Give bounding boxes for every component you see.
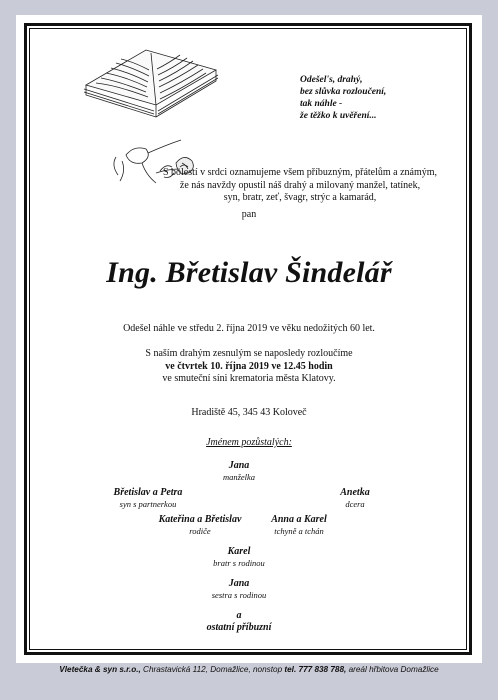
intro-line: S bolestí v srdci oznamujeme všem příbuzným, přátelům a známým, <box>162 167 438 178</box>
mourner-name: Anetka <box>340 487 370 498</box>
footer-address: Chrastavická 112, Domažlice, nonstop <box>140 665 285 674</box>
mourner-name: Jana <box>228 460 250 471</box>
mourner-katerina-bretislav <box>145 514 255 537</box>
ceremony-venue: ve smuteční síni krematoria města Klatovy. <box>162 373 336 384</box>
quote-line: že těžko k uvěření... <box>300 111 377 121</box>
mourner-name: Břetislav a Petra <box>113 487 183 498</box>
footer-phone: tel. 777 838 788, <box>284 665 347 674</box>
mourner-relation: tchyně a tchán <box>274 526 324 536</box>
quote-line: Odešel's, drahý, <box>300 75 363 85</box>
other-relatives-label: ostatní příbuzní <box>206 622 272 633</box>
other-relatives <box>189 610 289 634</box>
deceased-name: Ing. Břetislav Šindelář <box>106 256 392 289</box>
farewell-line: S naším drahým zesnulým se naposledy rozloučíme <box>145 348 353 359</box>
mourners-heading: Jménem pozůstalých: <box>206 437 292 448</box>
intro-line: že nás navždy opustil náš drahý a milovaný manžel, tatínek, <box>179 179 421 191</box>
mourner-relation: syn s partnerkou <box>119 499 177 509</box>
mourner-bretislav-petra <box>88 487 208 510</box>
mourner-karel <box>189 546 289 569</box>
footer-location: areál hřbitova Domažlice <box>346 665 439 674</box>
conjunction: a <box>236 610 242 621</box>
intro-line: syn, bratr, zeť, švagr, strýc a kamarád, <box>223 192 377 203</box>
footer-company: Vletečka & syn s.r.o., <box>59 665 141 674</box>
funeral-service-footer <box>40 665 458 674</box>
mourner-relation: dcera <box>345 499 365 509</box>
mourner-anna-karel <box>254 514 344 537</box>
mourner-anetka <box>320 487 390 510</box>
announcement-intro <box>120 167 480 205</box>
death-notice: Odešel náhle ve středu 2. října 2019 ve věku nedožitých 60 let. <box>123 323 375 334</box>
mourner-relation: bratr s rodinou <box>213 558 265 568</box>
mourner-name: Jana <box>228 578 250 589</box>
ceremony-datetime: ve čtvrtek 10. října 2019 ve 12.45 hodin <box>165 360 333 372</box>
salutation: pan <box>241 209 257 220</box>
memorial-quote <box>300 74 465 122</box>
mourner-relation: rodiče <box>189 526 211 536</box>
quote-line: bez slůvka rozloučení, <box>300 87 387 97</box>
mourner-name: Karel <box>227 546 251 557</box>
quote-line: tak náhle - <box>300 99 343 109</box>
mourner-name: Kateřina a Břetislav <box>158 514 242 525</box>
mourner-jana-wife <box>189 460 289 483</box>
mourner-name: Anna a Karel <box>271 514 327 525</box>
address: Hradiště 45, 345 43 Koloveč <box>191 407 307 418</box>
mourner-relation: manželka <box>222 472 256 482</box>
mourner-relation: sestra s rodinou <box>211 590 267 600</box>
farewell-block <box>0 348 498 386</box>
mourner-jana-sister <box>189 578 289 601</box>
